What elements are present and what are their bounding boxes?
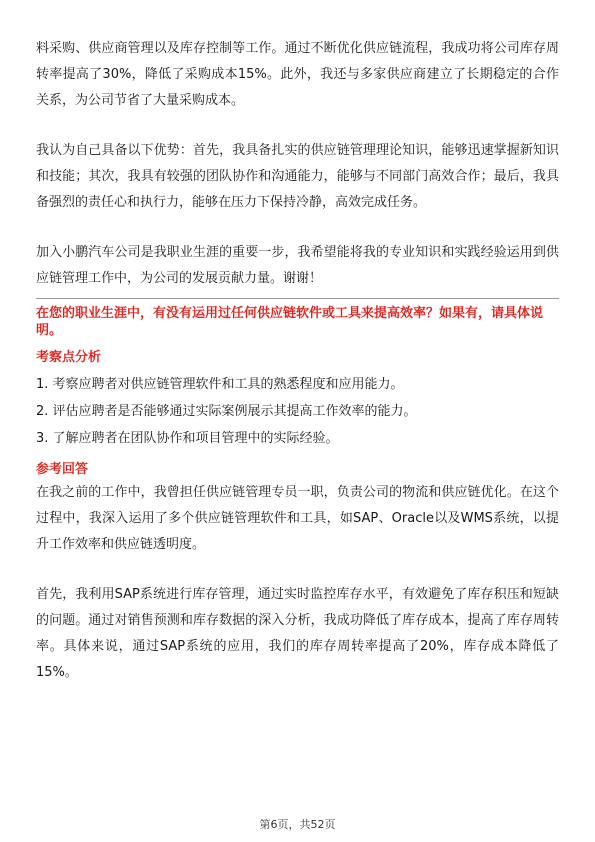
analysis-point-3: 3. 了解应聘者在团队协作和项目管理中的实际经验。 [36, 431, 339, 446]
page-number: 第6页，共52页 [259, 818, 336, 831]
interview-question: 在您的职业生涯中，有没有运用过任何供应链软件或工具来提高效率？如果有，请具体说明。 [36, 306, 544, 338]
answer-paragraph-1: 在我之前的工作中，我曾担任供应链管理专员一职，负责公司的物流和供应链优化。在这个过程中，我深入运用了多个供应链管理软件和工具，如SAP、Oracle以及WMS系统，以提升工作效率和供应链透明度。 [36, 485, 559, 552]
intro-paragraph-2: 我认为自己具备以下优势：首先，我具备扎实的供应链管理理论知识，能够迅速掌握新知识和技能；其次，我具有较强的团队协作和沟通能力，能够与不同部门高效合作；最后，我具备强烈的责任心和执行力，能够在压力下保持冷静，高效完成任务。 [36, 143, 559, 210]
analysis-heading: 考察点分析 [36, 350, 102, 365]
analysis-point-2: 2. 评估应聘者是否能够通过实际案例展示其提高工作效率的能力。 [36, 404, 417, 419]
analysis-point-1: 1. 考察应聘者对供应链管理软件和工具的熟悉程度和应用能力。 [36, 377, 404, 392]
page-content [36, 36, 559, 686]
section-divider [36, 298, 559, 299]
intro-paragraph-3: 加入小鹏汽车公司是我职业生涯的重要一步，我希望能将我的专业知识和实践经验运用到供应链管理工作中，为公司的发展贡献力量。谢谢！ [36, 245, 559, 286]
intro-paragraph-1: 料采购、供应商管理以及库存控制等工作。通过不断优化供应链流程，我成功将公司库存周转率提高了30%，降低了采购成本15%。此外，我还与多家供应商建立了长期稳定的合作关系，为公司节省了大量采购成本。 [36, 41, 559, 108]
answer-heading: 参考回答 [36, 462, 89, 477]
analysis-list [36, 377, 559, 447]
answer-paragraph-2: 首先，我利用SAP系统进行库存管理，通过实时监控库存水平，有效避免了库存积压和短缺的问题。通过对销售预测和库存数据的深入分析，我成功降低了库存成本，提高了库存周转率。具体来说，通过SAP系统的应用，我们的库存周转率提高了20%，库存成本降低了15%。 [36, 587, 559, 680]
